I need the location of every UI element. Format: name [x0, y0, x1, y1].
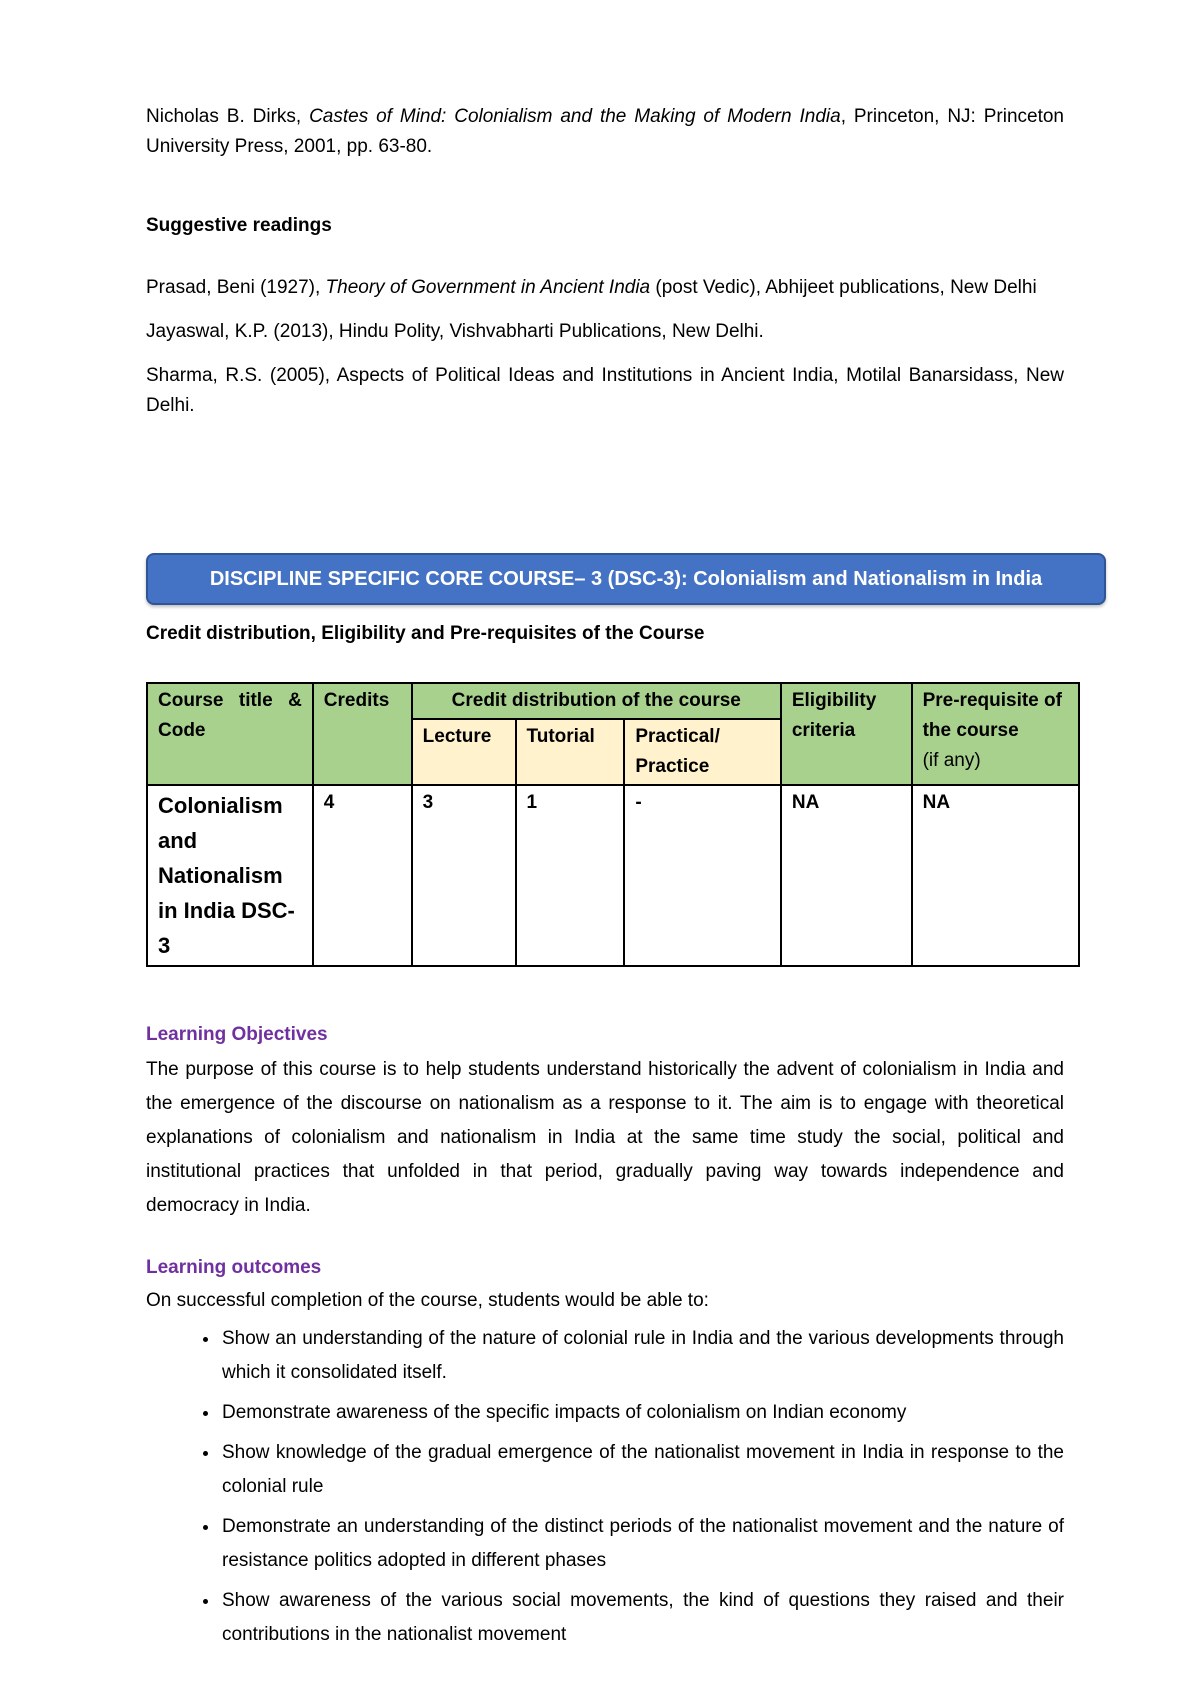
header-prerequisite-note: (if any): [922, 750, 981, 771]
cell-credits: 4: [313, 785, 412, 966]
credit-table: [146, 682, 1080, 967]
cell-prerequisite: NA: [912, 785, 1079, 966]
reading-item: [146, 273, 1064, 303]
header-prerequisite-label: Pre-requisite of the course: [922, 690, 1062, 741]
cell-eligibility: NA: [781, 785, 912, 966]
suggestive-readings-list: [146, 273, 1064, 435]
suggestive-readings-heading: Suggestive readings: [146, 215, 332, 236]
header-practical: Practical/ Practice: [624, 719, 781, 785]
list-item: • Show an understanding of the nature of colonial rule in India and the various developments through which it consolidated itself.: [220, 1322, 1064, 1390]
list-item: • Show awareness of the various social movements, the kind of questions they raised and their contributions in the nationalist movement: [220, 1584, 1064, 1652]
learning-objectives-heading: Learning Objectives: [146, 1024, 328, 1045]
reference-title: Castes of Mind: Colonialism and the Making of Modern India: [309, 106, 841, 127]
reading-text: (post Vedic), Abhijeet publications, New Delhi: [650, 277, 1037, 298]
reading-item: [146, 361, 1064, 421]
reading-item: [146, 317, 1064, 347]
learning-outcomes-list: [146, 1322, 1064, 1658]
header-lecture: Lecture: [412, 719, 516, 785]
header-credit-distribution: Credit distribution of the course: [412, 683, 781, 719]
learning-objectives-text: The purpose of this course is to help students understand historically the advent of colonialism in India and the emergence of the discourse on nationalism as a response to it. The aim is to engage with theoretical explanations of colonialism and nationalism in India at the same time study the social, political and institutional practices that unfolded in that period, gradually paving way towards independence and democracy in India.: [146, 1059, 1064, 1216]
credit-distribution-heading: Credit distribution, Eligibility and Pre-requisites of the Course: [146, 623, 705, 644]
table-row: [147, 785, 1079, 966]
reading-text: Jayaswal, K.P. (2013), Hindu Polity, Vishvabharti Publications, New Delhi.: [146, 321, 764, 342]
course-banner: DISCIPLINE SPECIFIC CORE COURSE– 3 (DSC-3): Colonialism and Nationalism in India: [146, 553, 1106, 605]
cell-practical: -: [624, 785, 781, 966]
reference-dirks: [146, 102, 1064, 162]
header-credits: Credits: [313, 683, 412, 785]
header-prerequisite: [912, 683, 1079, 785]
cell-tutorial: 1: [516, 785, 625, 966]
header-tutorial: Tutorial: [516, 719, 625, 785]
reference-author: Nicholas B. Dirks,: [146, 106, 310, 127]
header-course-title: Course title & Code: [147, 683, 313, 785]
reading-text: Sharma, R.S. (2005), Aspects of Political Ideas and Institutions in Ancient India, Motilal Banarsidass, New Delhi.: [146, 365, 1064, 416]
header-eligibility: Eligibility criteria: [781, 683, 912, 785]
reading-title: Theory of Government in Ancient India: [325, 277, 651, 298]
list-item: • Show knowledge of the gradual emergence of the nationalist movement in India in response to the colonial rule: [220, 1436, 1064, 1504]
learning-outcomes-intro: On successful completion of the course, students would be able to:: [146, 1290, 709, 1311]
reference-rest: , Princeton, NJ: Princeton University Press, 2001, pp. 63-80.: [146, 106, 1064, 157]
reading-text: Prasad, Beni (1927),: [146, 277, 326, 298]
cell-lecture: 3: [412, 785, 516, 966]
list-item: • Demonstrate an understanding of the distinct periods of the nationalist movement and the nature of resistance politics adopted in different phases: [220, 1510, 1064, 1578]
learning-outcomes-heading: Learning outcomes: [146, 1257, 322, 1278]
list-item: • Demonstrate awareness of the specific impacts of colonialism on Indian economy: [220, 1396, 1064, 1430]
cell-course: Colonialism and Nationalism in India DSC-3: [147, 785, 313, 966]
